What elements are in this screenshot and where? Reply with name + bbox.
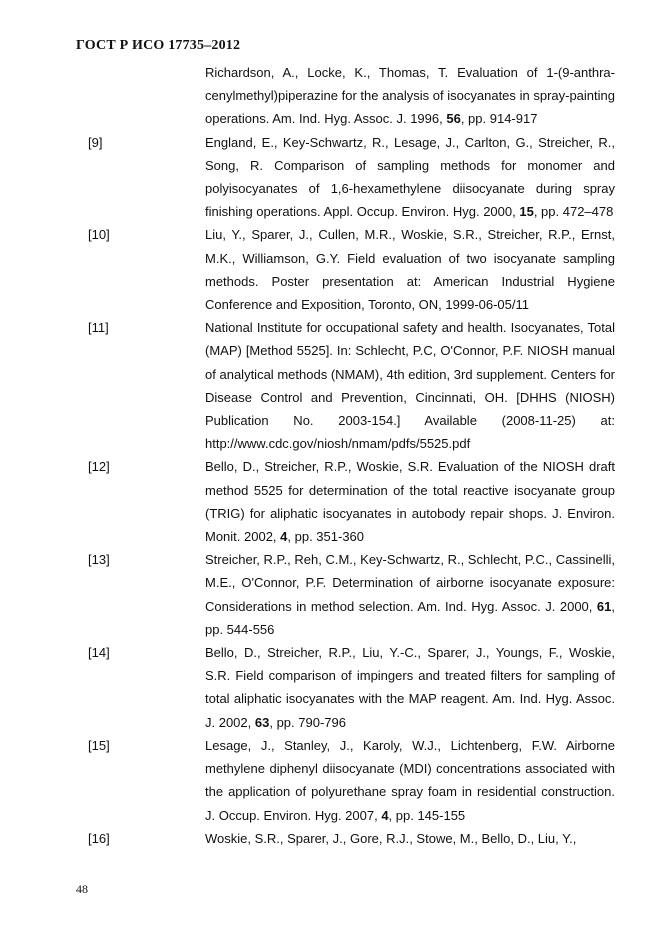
reference-text-segment: Richardson, A., Locke, K., Thomas, T. Evaluation of 1-(9-anthra-cenylmethyl)piperazine for the analysis of isocyanates in spray-painting operations. Am. Ind. Hyg. Assoc. J. 1996, <box>205 65 615 127</box>
reference-text <box>205 131 615 224</box>
page-number: 48 <box>76 882 88 896</box>
reference-text <box>205 548 615 641</box>
reference-text <box>205 734 615 827</box>
reference-text-segment: , pp. 544-556 <box>205 598 615 637</box>
reference-item <box>0 131 661 224</box>
reference-item <box>0 455 661 548</box>
reference-url[interactable]: http://www.cdc.gov/niosh/nmam/pdfs/5525.pdf <box>205 436 471 452</box>
reference-text-segment: England, E., Key-Schwartz, R., Lesage, J., Carlton, G., Streicher, R., Song, R. Comparison of sampling methods for monomer and polyisocyanates of 1,6-hexamethylene diisocyanate during spray finishing operations. Appl. Occup. Environ. Hyg. 2000, <box>205 134 615 220</box>
reference-text-segment: Liu, Y., Sparer, J., Cullen, M.R., Woskie, S.R., Streicher, R.P., Ernst, M.K., Williamson, G.Y. Field evaluation of two isocyanate sampling methods. Poster presentation at: American Industrial Hygiene Conference and Exposition, Toronto, ON, 1999-06-05/11 <box>205 227 615 313</box>
reference-volume: 63 <box>254 714 270 730</box>
reference-text-segment: Bello, D., Streicher, R.P., Woskie, S.R. Evaluation of the NIOSH draft method 5525 for determination of the total reactive isocyanate group (TRIG) for aliphatic isocyanates in autobody repair shops. J. Environ. Monit. 2002, <box>205 459 615 545</box>
reference-volume: 56 <box>446 111 461 127</box>
reference-text <box>205 641 615 734</box>
reference-list <box>0 61 661 850</box>
reference-volume: 4 <box>280 529 288 545</box>
reference-text-segment: National Institute for occupational safety and health. Isocyanates, Total (MAP) [Method 5525]. In: Schlecht, P.C, O'Connor, P.F. NIOSH manual of analytical methods (NMAM), 4th edition, 3rd supplement. Centers for Disease Control and Prevention, Cincinnati, OH. [DHHS (NIOSH) Publication No. 2003-154.] Available (2008-11-25) at: <box>205 320 615 429</box>
reference-volume: 4 <box>381 807 389 823</box>
reference-item <box>0 548 661 641</box>
reference-number: [11] <box>88 320 109 336</box>
reference-item <box>0 734 661 827</box>
reference-text-segment: , pp. 914-917 <box>460 111 538 127</box>
reference-number: [14] <box>88 645 110 661</box>
reference-number: [16] <box>88 830 110 846</box>
reference-number: [13] <box>88 552 110 568</box>
reference-text-segment: Lesage, J., Stanley, J., Karoly, W.J., Lichtenberg, F.W. Airborne methylene diphenyl diisocyanate (MDI) concentrations associated with the application of polyurethane spray foam in residential construction. J. Occup. Environ. Hyg. 2007, <box>205 737 615 823</box>
reference-text-segment: , pp. 472–478 <box>533 204 614 220</box>
reference-volume: 61 <box>596 598 612 614</box>
reference-item <box>0 223 661 316</box>
reference-number: [10] <box>88 227 110 243</box>
reference-item <box>0 61 661 131</box>
reference-number: [12] <box>88 459 110 475</box>
reference-text-segment: Streicher, R.P., Reh, C.M., Key-Schwartz, R., Schlecht, P.C., Cassinelli, M.E., O'Connor, P.F. Determination of airborne isocyanate exposure: Considerations in method selection. Am. Ind. Hyg. Assoc. J. 2000, <box>205 552 615 614</box>
reference-text-segment: , pp. 351-360 <box>287 529 365 545</box>
reference-text-segment: , pp. 145-155 <box>388 807 466 823</box>
reference-text <box>205 316 615 455</box>
reference-item <box>0 641 661 734</box>
page-header: ГОСТ Р ИСО 17735–2012 <box>76 38 241 53</box>
reference-number: [15] <box>88 737 110 753</box>
reference-number: [9] <box>88 134 103 150</box>
reference-volume: 15 <box>519 204 534 220</box>
reference-text <box>205 827 615 850</box>
reference-item <box>0 316 661 455</box>
reference-text <box>205 455 615 548</box>
reference-text <box>205 223 615 316</box>
reference-item <box>0 827 661 850</box>
reference-text-segment: Woskie, S.R., Sparer, J., Gore, R.J., Stowe, M., Bello, D., Liu, Y., <box>205 830 577 846</box>
reference-text <box>205 61 615 131</box>
reference-text-segment: Bello, D., Streicher, R.P., Liu, Y.-C., Sparer, J., Youngs, F., Woskie, S.R. Field comparison of impingers and treated filters for sampling of total aliphatic isocyanates with the MAP reagent. Am. Ind. Hyg. Assoc. J. 2002, <box>205 645 615 730</box>
reference-text-segment: , pp. 790-796 <box>269 714 346 730</box>
